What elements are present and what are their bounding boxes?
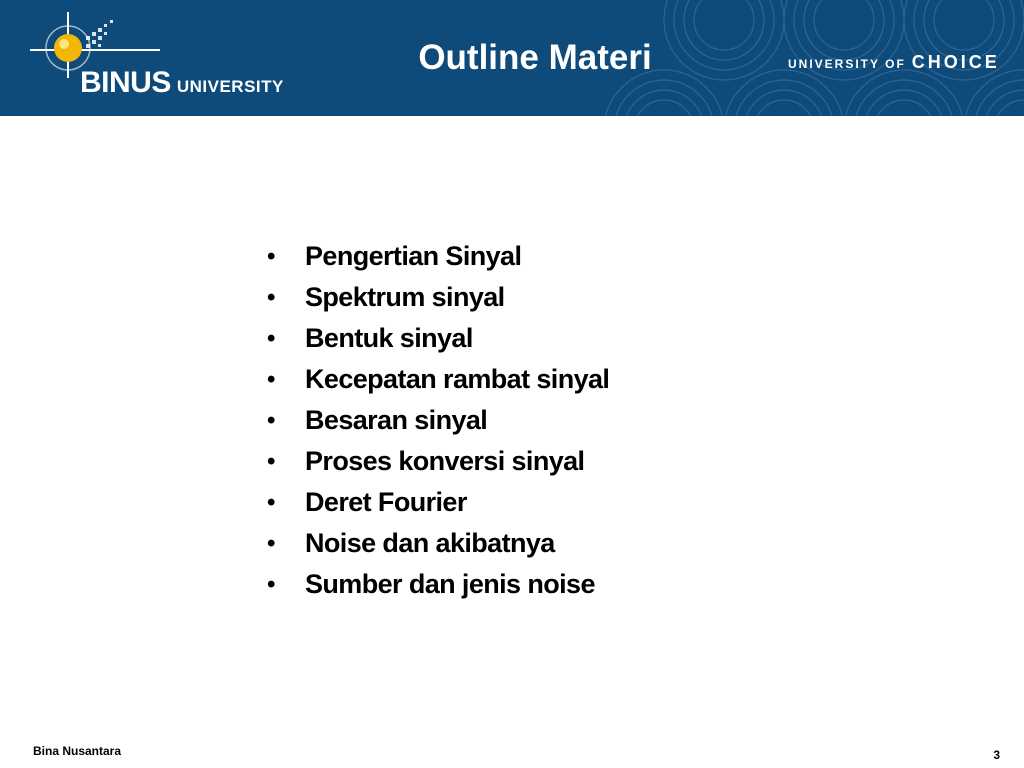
- logo-brand-bold: BINUS: [80, 66, 171, 99]
- list-item: [265, 236, 609, 277]
- list-item: [265, 277, 609, 318]
- bullet-icon: •: [267, 407, 275, 434]
- bullet-icon: •: [267, 571, 275, 598]
- bullet-icon: •: [267, 325, 275, 352]
- footer-organization: Bina Nusantara: [33, 744, 122, 758]
- tagline-emphasis: CHOICE: [911, 52, 1000, 72]
- list-item-label: Spektrum sinyal: [305, 282, 505, 312]
- list-item-label: Deret Fourier: [305, 487, 467, 517]
- list-item: [265, 441, 609, 482]
- logo-brand-rest: UNIVERSITY: [176, 77, 284, 96]
- list-item: [265, 523, 609, 564]
- page-number: 3: [993, 748, 1000, 762]
- list-item: [265, 318, 609, 359]
- list-item: [265, 359, 609, 400]
- list-item-label: Proses konversi sinyal: [305, 446, 585, 476]
- list-item-label: Besaran sinyal: [305, 405, 488, 435]
- bullet-icon: •: [267, 243, 275, 270]
- list-item-label: Kecepatan rambat sinyal: [305, 364, 610, 394]
- logo-wordmark: [80, 66, 284, 100]
- list-item-label: Pengertian Sinyal: [305, 241, 522, 271]
- list-item: [265, 482, 609, 523]
- binus-logo[interactable]: [28, 10, 308, 106]
- bullet-icon: •: [267, 366, 275, 393]
- bullet-icon: •: [267, 284, 275, 311]
- list-item-label: Bentuk sinyal: [305, 323, 473, 353]
- list-item-label: Noise dan akibatnya: [305, 528, 555, 558]
- bullet-icon: •: [267, 489, 275, 516]
- list-item: [265, 564, 609, 605]
- list-item-label: Sumber dan jenis noise: [305, 569, 595, 599]
- header-band: [0, 0, 1024, 116]
- outline-list: [265, 236, 609, 605]
- bullet-icon: •: [267, 448, 275, 475]
- slide-title: Outline Materi: [418, 38, 652, 77]
- tagline: [788, 52, 1000, 73]
- tagline-prefix: UNIVERSITY OF: [788, 57, 906, 71]
- bullet-icon: •: [267, 530, 275, 557]
- list-item: [265, 400, 609, 441]
